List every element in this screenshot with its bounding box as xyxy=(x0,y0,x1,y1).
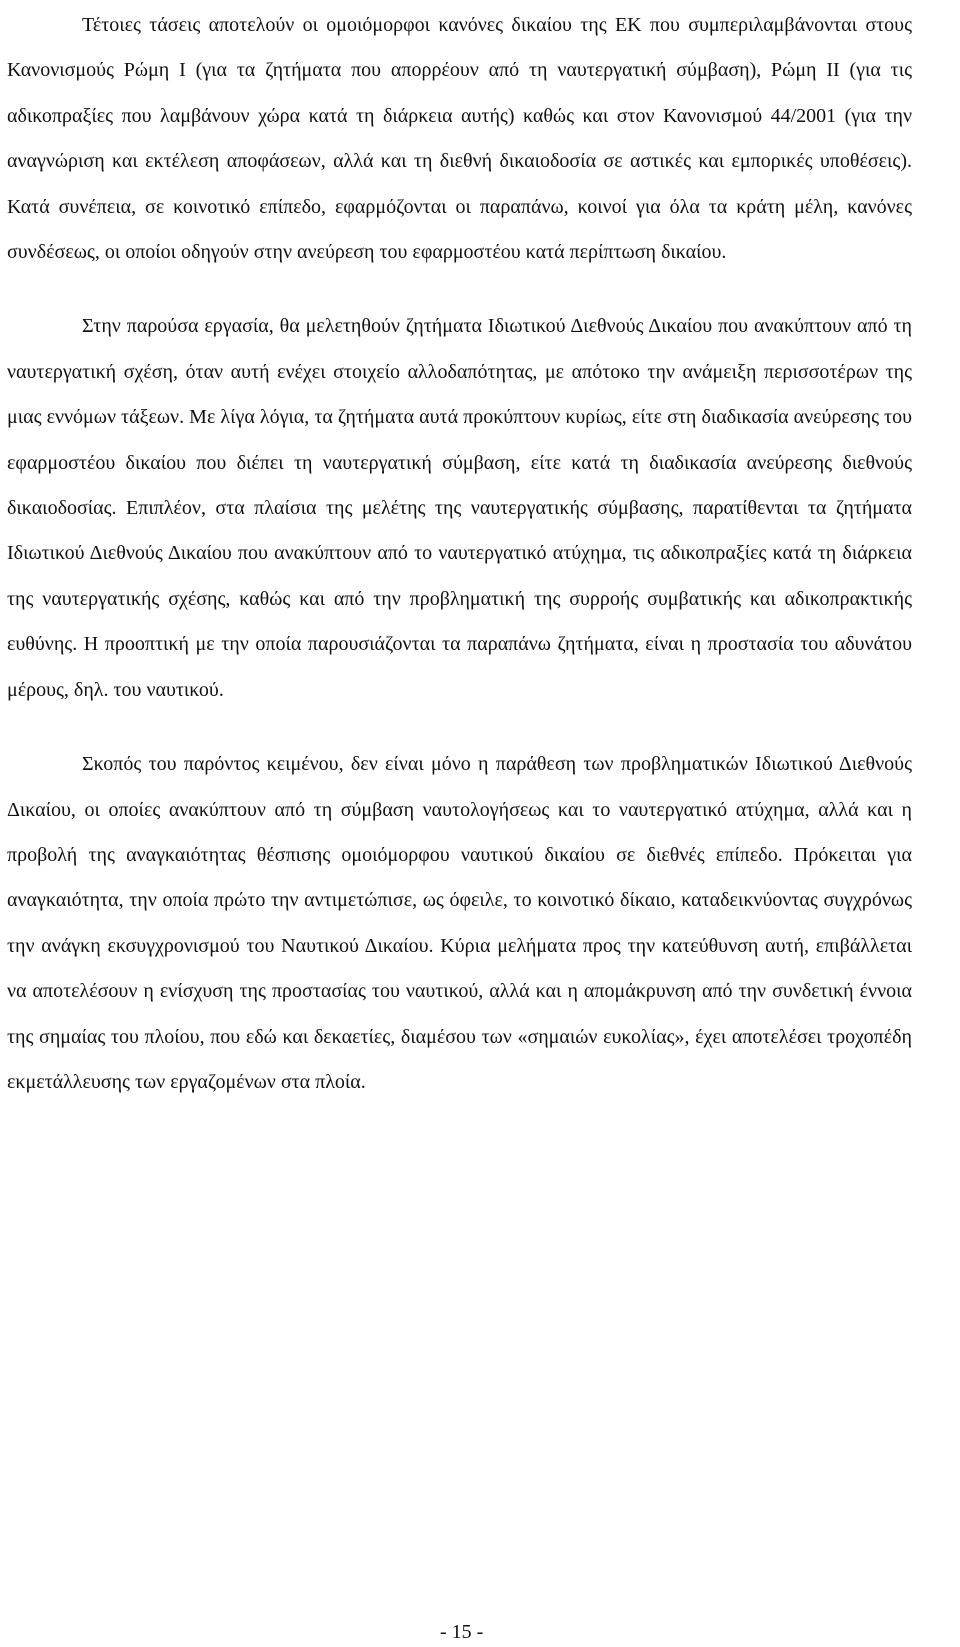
paragraph-3: Σκοπός του παρόντος κειμένου, δεν είναι μόνο η παράθεση των προβληματικών Ιδιωτικού Διεθνούς Δικαίου, οι οποίες ανακύπτουν από τη σύμβαση ναυτολογήσεως και το ναυτεργατικό ατύχημα, αλλά και η προβολή της αναγκαιότητας θέσπισης ομοιόμορφου ναυτικού δικαίου σε διεθνές επίπεδο. Πρόκειται για αναγκαιότητα, την οποία πρώτο την αντιμετώπισε, ως όφειλε, το κοινοτικό δίκαιο, καταδεικνύοντας συγχρόνως την ανάγκη εκσυγχρονισμού του Ναυτικού Δικαίου. Κύρια μελήματα προς την κατεύθυνση αυτή, επιβάλλεται να αποτελέσουν η ενίσχυση της προστασίας του ναυτικού, αλλά και η απομάκρυνση από την συνδετική έννοια της σημαίας του πλοίου, που εδώ και δεκαετίες, διαμέσου των «σημαιών ευκολίας», έχει αποτελέσει τροχοπέδη εκμετάλλευσης των εργαζομένων στα πλοία. xyxy=(7,753,912,1093)
paragraph-1: Τέτοιες τάσεις αποτελούν οι ομοιόμορφοι κανόνες δικαίου της ΕΚ που συμπεριλαμβάνονται στους Κανονισμούς Ρώμη Ι (για τα ζητήματα που απορρέουν από τη ναυτεργατική σύμβαση), Ρώμη ΙΙ (για τις αδικοπραξίες που λαμβάνουν χώρα κατά τη διάρκεια αυτής) καθώς και στον Κανονισμού 44/2001 (για την αναγνώριση και εκτέλεση αποφάσεων, αλλά και τη διεθνή δικαιοδοσία σε αστικές και εμπορικές υποθέσεις). Κατά συνέπεια, σε κοινοτικό επίπεδο, εφαρμόζονται οι παραπάνω, κοινοί για όλα τα κράτη μέλη, κανόνες συνδέσεως, οι οποίοι οδηγούν στην ανεύρεση του εφαρμοστέου κατά περίπτωση δικαίου. xyxy=(7,14,912,264)
paragraph-2: Στην παρούσα εργασία, θα μελετηθούν ζητήματα Ιδιωτικού Διεθνούς Δικαίου που ανακύπτουν από τη ναυτεργατική σχέση, όταν αυτή ενέχει στοιχείο αλλοδαπότητας, με απότοκο την ανάμειξη περισσοτέρων της μιας εννόμων τάξεων. Με λίγα λόγια, τα ζητήματα αυτά προκύπτουν κυρίως, είτε στη διαδικασία ανεύρεσης του εφαρμοστέου δικαίου που διέπει τη ναυτεργατική σύμβαση, είτε κατά τη διαδικασία ανεύρεσης διεθνούς δικαιοδοσίας. Επιπλέον, στα πλαίσια της μελέτης της ναυτεργατικής σύμβασης, παρατίθενται τα ζητήματα Ιδιωτικού Διεθνούς Δικαίου που ανακύπτουν από το ναυτεργατικό ατύχημα, τις αδικοπραξίες κατά τη διάρκεια της ναυτεργατικής σχέσης, καθώς και από την προβληματική της συρροής συμβατικής και αδικοπρακτικής ευθύνης. Η προοπτική με την οποία παρουσιάζονται τα παραπάνω ζητήματα, είναι η προστασία του αδυνάτου μέρους, δηλ. του ναυτικού. xyxy=(7,315,912,701)
body-text xyxy=(7,0,912,1105)
page-number: - 15 - xyxy=(440,1621,484,1643)
